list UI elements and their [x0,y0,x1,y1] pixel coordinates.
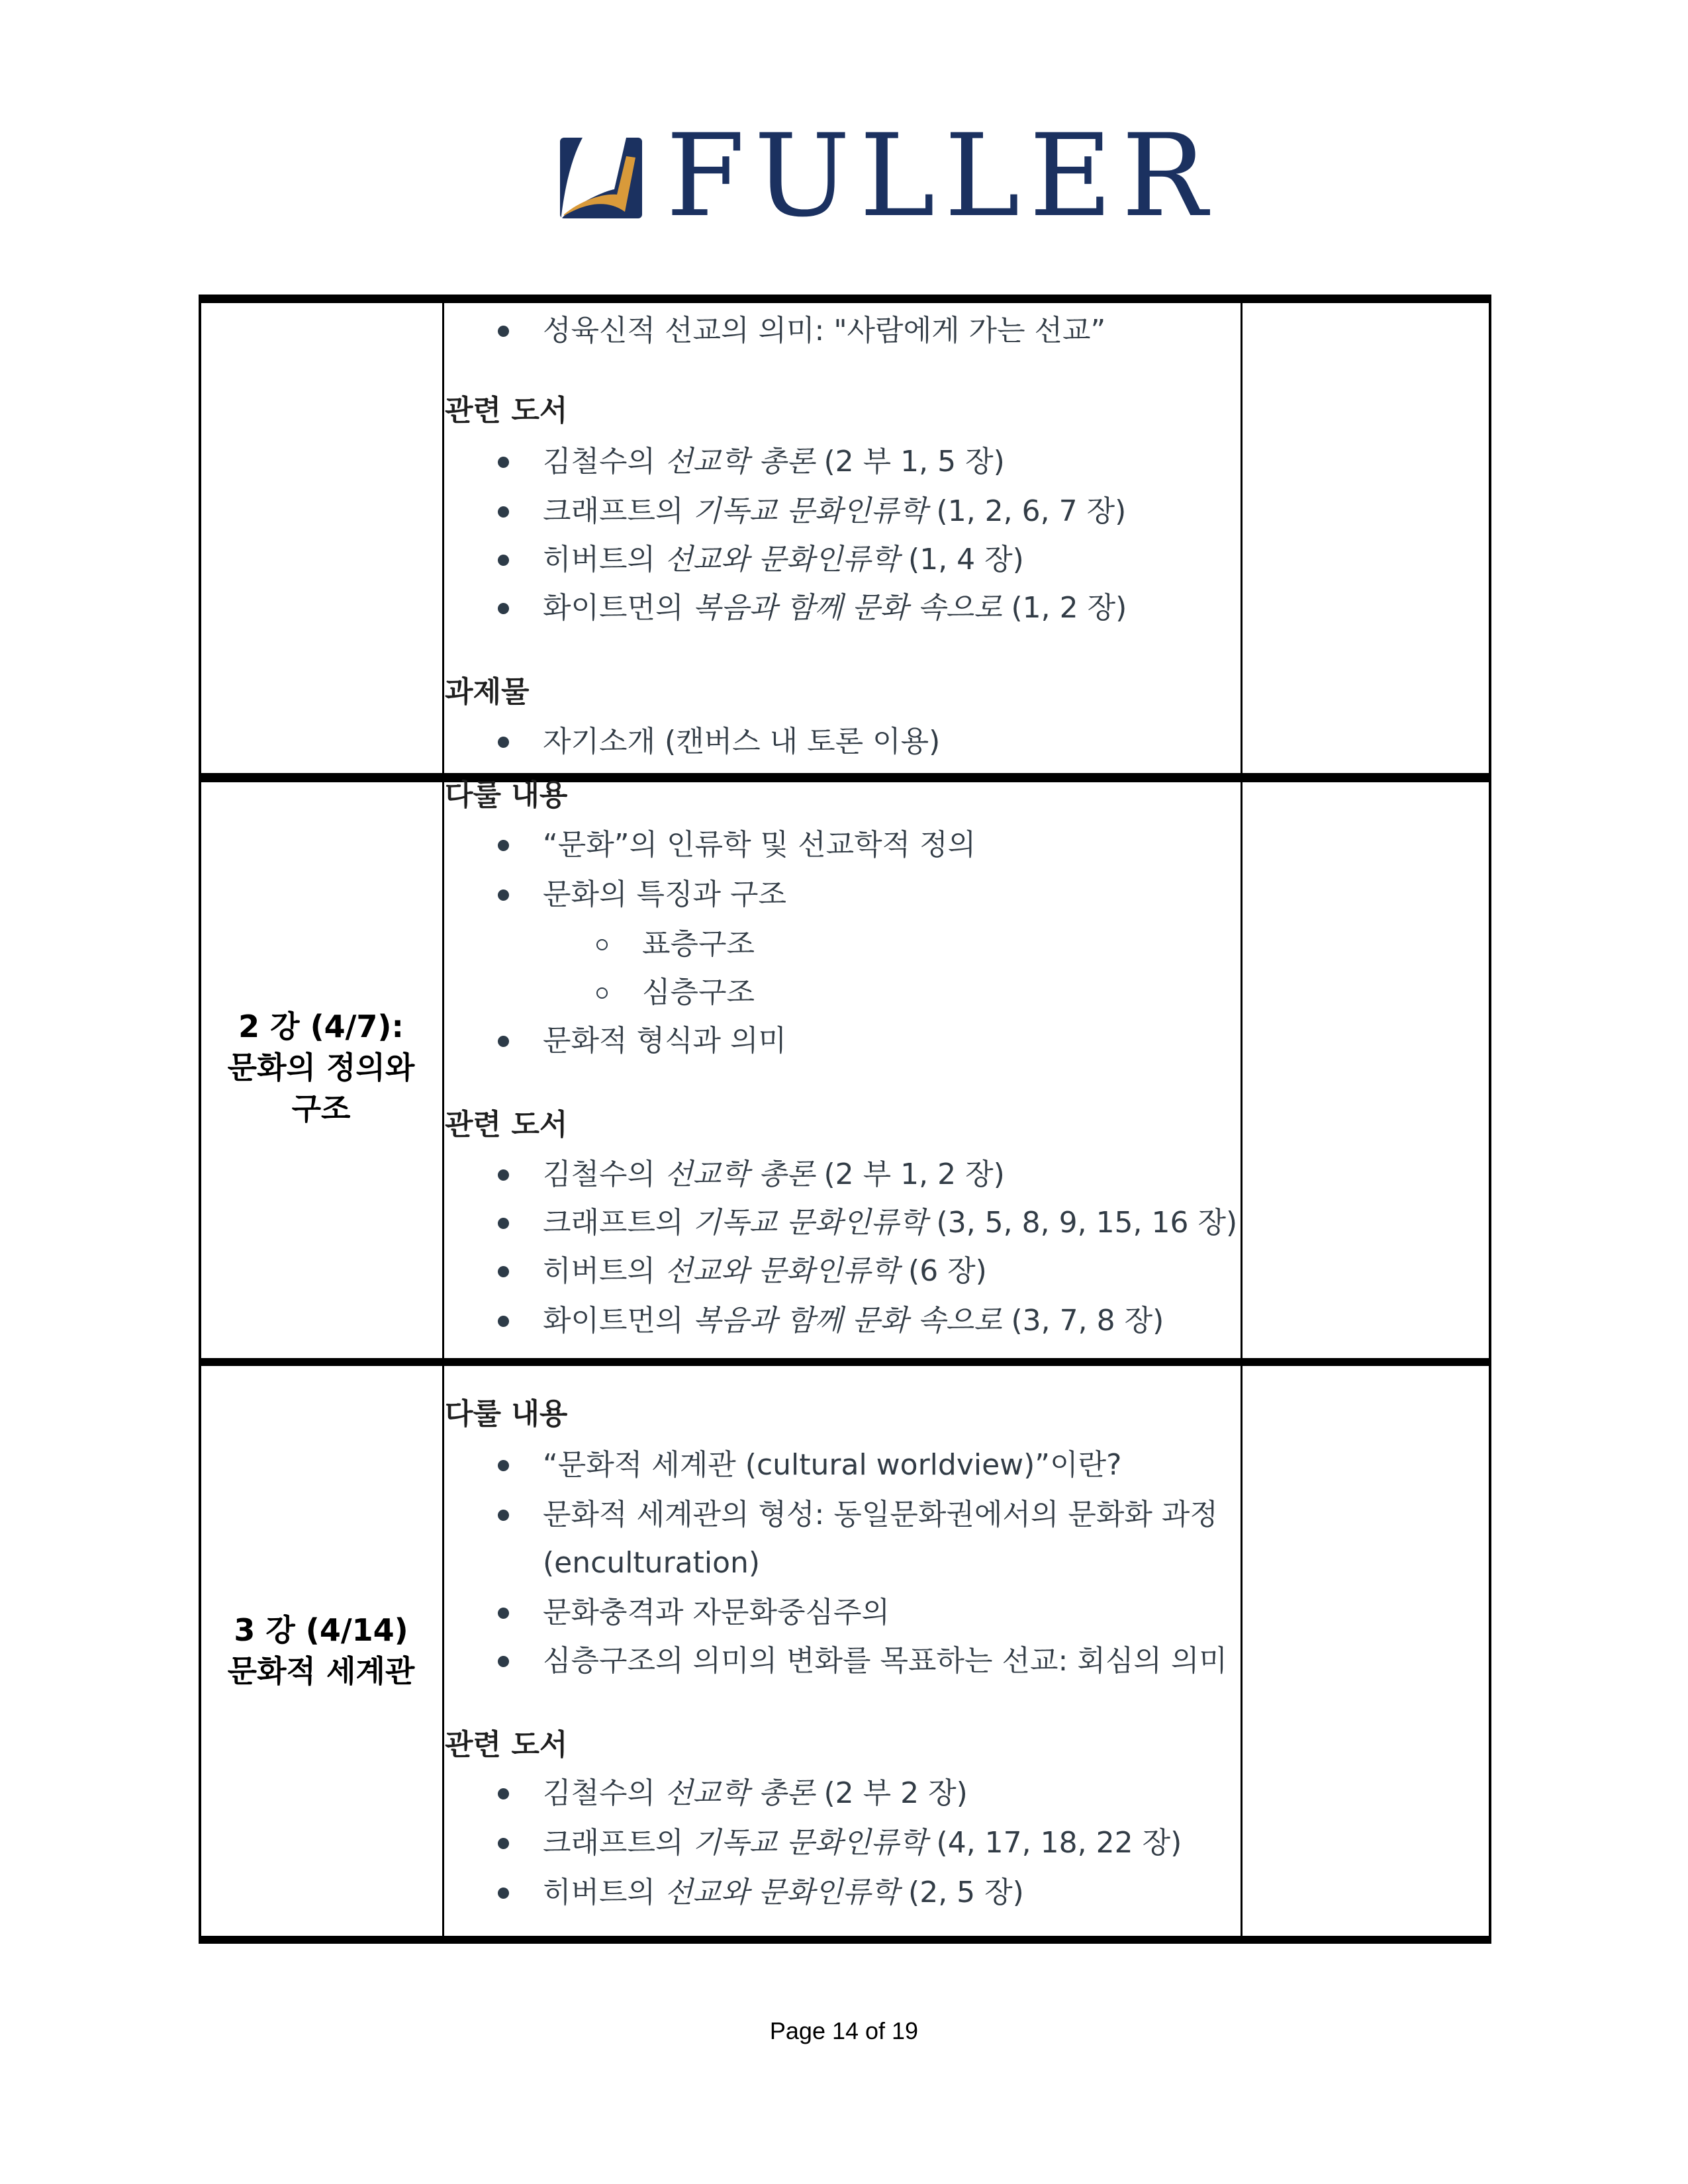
reading-item: 히버트의 선교와 문화인류학 (2, 5 장) [543,1876,1024,1909]
bullet-icon [498,1788,509,1799]
fuller-logo [560,109,1217,242]
section-heading-reading: 관련 도서 [445,394,568,428]
week-label-line: 3 강 (4/14) [234,1612,408,1648]
section-heading-reading: 관련 도서 [445,1108,568,1142]
bullet-icon [498,1888,509,1899]
bullet-icon [498,603,509,614]
bullet-icon [498,1169,509,1181]
bullet-icon [498,1460,509,1471]
week-label-line: 문화의 정의와 [227,1050,415,1085]
column-divider [1241,295,1243,1944]
week-label-line: 구조 [291,1091,351,1126]
assignment-item: 자기소개 (캔버스 내 토론 이용) [543,725,941,758]
fuller-wordmark: FULLER [666,109,1217,242]
reading-item: 히버트의 선교와 문화인류학 (6 장) [543,1254,987,1288]
row-divider [199,773,1491,782]
section-heading-topics: 다룰 내용 [445,778,568,812]
bullet-icon [498,737,509,748]
row-divider [199,1358,1491,1366]
reading-item: 히버트의 선교와 문화인류학 (1, 4 장) [543,543,1024,576]
bullet-icon [498,506,509,518]
sub-bullet-icon [596,987,608,999]
bullet-icon [498,1838,509,1849]
bullet-icon [498,555,509,566]
reading-item: 크래프트의 기독교 문화인류학 (4, 17, 18, 22 장) [543,1826,1182,1860]
sub-topic-item: 표층구조 [642,927,755,961]
week-label-line: 문화적 세계관 [227,1653,415,1689]
sub-topic-item: 심층구조 [642,976,755,1009]
list-item: 성육신적 선교의 의미: "사람에게 가는 선교” [543,314,1106,347]
topic-item-continuation: (enculturation) [543,1546,761,1580]
reading-item: 화이트먼의 복음과 함께 문화 속으로 (1, 2 장) [543,591,1127,625]
reading-item: 김철수의 선교학 총론 (2 부 1, 5 장) [543,445,1005,478]
bullet-icon [498,326,509,337]
reading-item: 크래프트의 기독교 문화인류학 (3, 5, 8, 9, 15, 16 장) [543,1206,1238,1240]
reading-item: 김철수의 선교학 총론 (2 부 2 장) [543,1776,968,1810]
bullet-icon [498,1266,509,1277]
week-label-line: 2 강 (4/7): [238,1009,404,1044]
section-heading-reading: 관련 도서 [445,1728,568,1762]
topic-item: 문화적 형식과 의미 [543,1024,787,1058]
table-top-border [199,295,1491,303]
table-right-border [1489,295,1491,1944]
bullet-icon [498,1656,509,1667]
bullet-icon [498,457,509,468]
reading-item: 크래프트의 기독교 문화인류학 (1, 2, 6, 7 장) [543,494,1127,528]
bullet-icon [498,1316,509,1327]
topic-item: 문화충격과 자문화중심주의 [543,1596,890,1629]
week-2-label [201,1006,442,1129]
topic-item: 문화의 특징과 구조 [543,878,787,911]
topic-item: 문화적 세계관의 형성: 동일문화권에서의 문화화 과정 [543,1498,1218,1531]
reading-item: 김철수의 선교학 총론 (2 부 1, 2 장) [543,1158,1005,1191]
topic-item: 심층구조의 의미의 변화를 목표하는 선교: 회심의 의미 [543,1644,1227,1678]
reading-item: 화이트먼의 복음과 함께 문화 속으로 (3, 7, 8 장) [543,1304,1164,1338]
bullet-icon [498,1218,509,1229]
sub-bullet-icon [596,939,608,950]
topic-item: “문화”의 인류학 및 선교학적 정의 [543,828,976,862]
week-3-label [201,1610,442,1692]
bullet-icon [498,840,509,851]
bullet-icon [498,1036,509,1047]
bullet-icon [498,889,509,901]
section-heading-assignment: 과제물 [445,675,530,709]
column-divider [442,295,444,1944]
section-heading-topics: 다룰 내용 [445,1397,568,1431]
table-bottom-border [199,1936,1491,1944]
fuller-book-icon [560,138,642,218]
bullet-icon [498,1608,509,1619]
topic-item: “문화적 세계관 (cultural worldview)”이란? [543,1448,1122,1482]
page-number: Page 14 of 19 [769,2017,919,2044]
bullet-icon [498,1510,509,1521]
